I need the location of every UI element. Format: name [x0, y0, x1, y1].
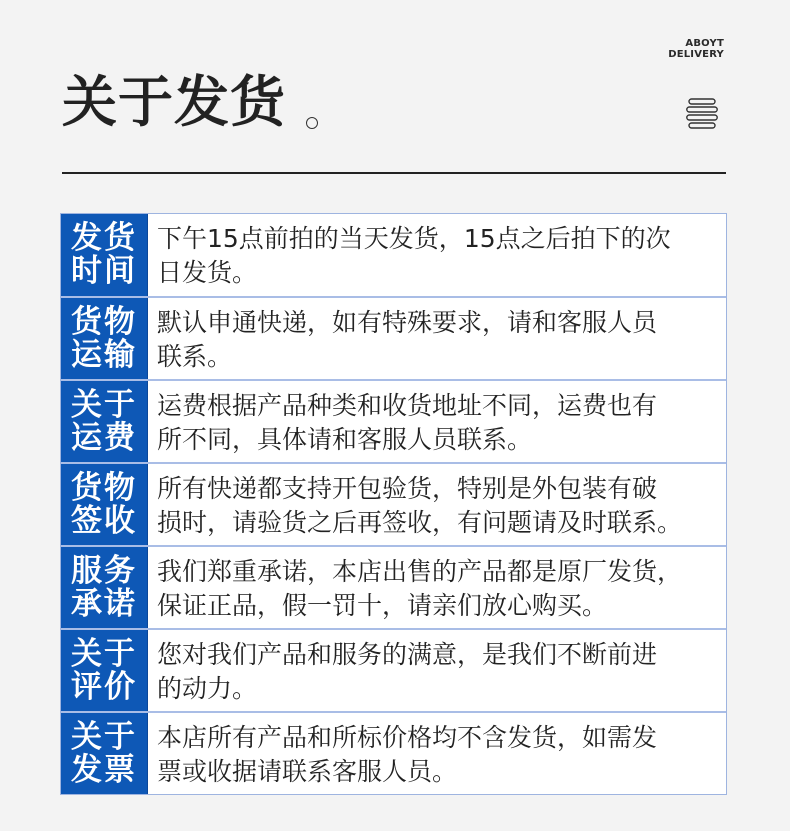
table-row: [61, 214, 726, 296]
row-label: 关于评价: [61, 630, 148, 711]
title-dot: [306, 117, 318, 129]
menu-icon[interactable]: [686, 97, 718, 131]
brand-tag: [668, 38, 724, 60]
brand-line2: DELIVERY: [668, 49, 724, 60]
table-row: [61, 545, 726, 628]
table-row: [61, 379, 726, 462]
header-divider: [62, 172, 726, 174]
row-text: 您对我们产品和服务的满意，是我们不断前进 的动力。: [157, 640, 658, 703]
row-label: 关于运费: [61, 381, 148, 462]
table-row: [61, 628, 726, 711]
shipping-info-table: [60, 213, 727, 795]
row-label: 货物运输: [61, 298, 148, 379]
row-label: 关于发票: [61, 713, 148, 794]
row-text: 本店所有产品和所标价格均不含发货，如需发 票或收据请联系客服人员。: [157, 723, 658, 786]
row-text: 所有快递都支持开包验货，特别是外包装有破 损时，请验货之后再签收，有问题请及时联系。: [157, 474, 683, 537]
table-row: [61, 711, 726, 794]
row-text: 我们郑重承诺，本店出售的产品都是原厂发货， 保证正品，假一罚十，请亲们放心购买。: [157, 557, 683, 620]
row-label: 发货时间: [61, 214, 148, 296]
row-label: 货物签收: [61, 464, 148, 545]
page-title: 关于发货: [62, 70, 287, 134]
brand-line1: ABOYT: [685, 38, 724, 49]
table-row: [61, 462, 726, 545]
row-label: 服务承诺: [61, 547, 148, 628]
row-text: 下午15点前拍的当天发货，15点之后拍下的次 日发货。: [157, 224, 671, 287]
table-row: [61, 296, 726, 379]
row-text: 默认申通快递，如有特殊要求，请和客服人员 联系。: [157, 308, 658, 371]
row-text: 运费根据产品种类和收货地址不同，运费也有 所不同，具体请和客服人员联系。: [157, 391, 658, 454]
